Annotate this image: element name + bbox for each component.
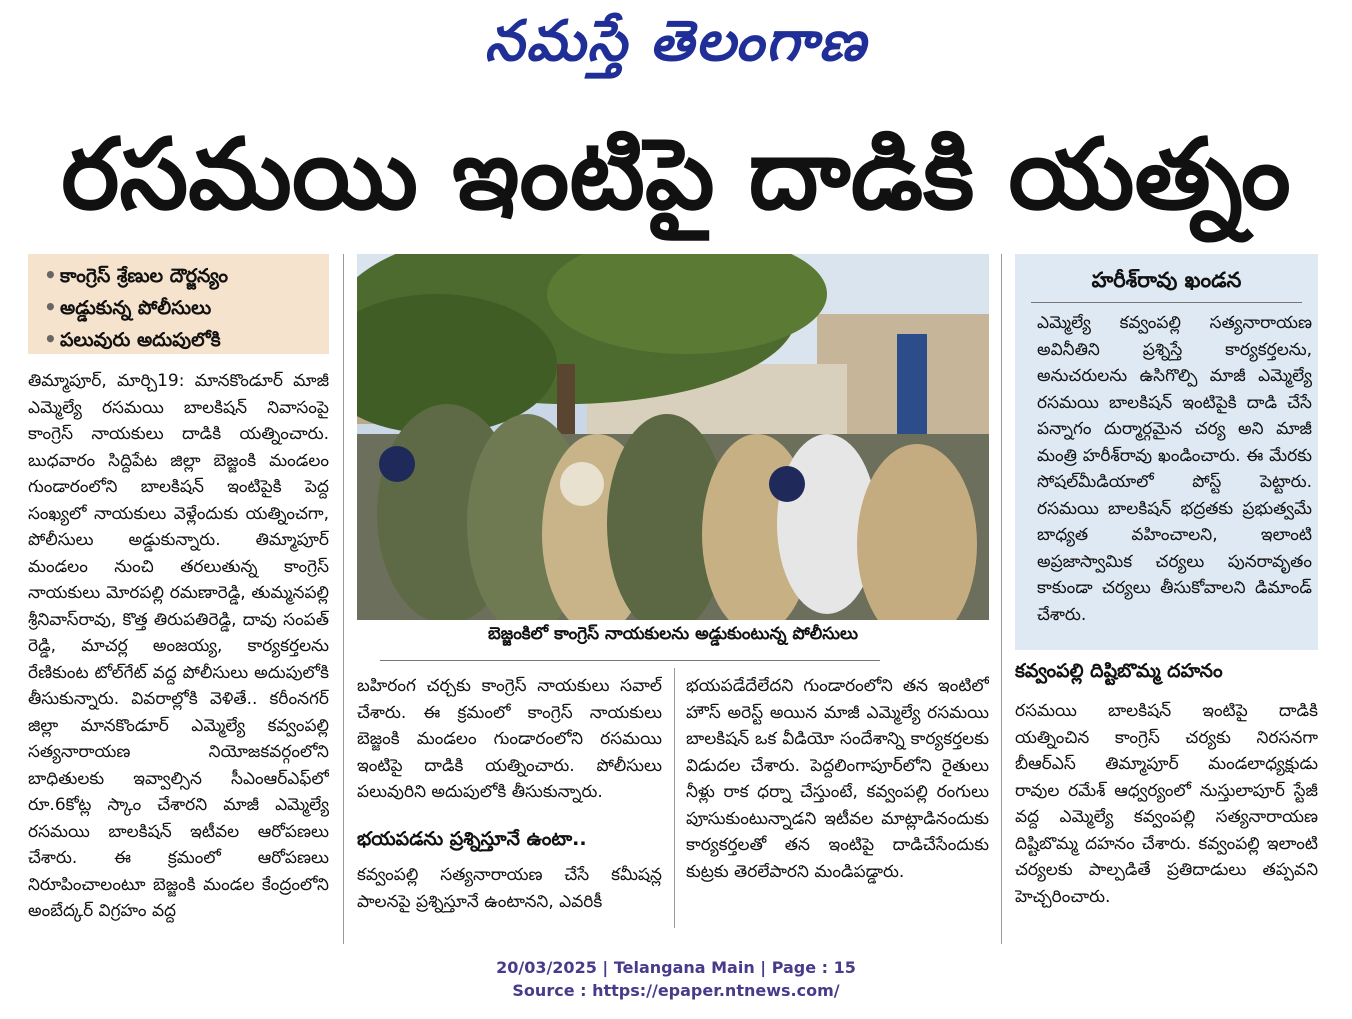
footer-source-line: Source : https://epaper.ntnews.com/ <box>512 981 840 1000</box>
masthead-logo: నమస్తే తెలంగాణ <box>484 8 868 74</box>
sidebar-box <box>1015 254 1318 650</box>
crowd-photo-illustration <box>357 254 989 620</box>
article-text: తిమ్మాపూర్, మార్చి19: మానకొండూర్ మాజీ ఎమ్మెల్యే రసమయి బాలకిషన్ నివాసంపై కాంగ్రెస్ నాయకులు దాడికి యత్నించారు. బుధవారం సిద్దిపేట జిల్లా బెజ్జంకి మండలం గుండారంలోని బాలకిషన్ ఇంటిపైకి పెద్ద సంఖ్యలో నాయకులు వెళ్లేందుకు యత్నించగా, పోలీసులు అడ్డుకున్నారు. తిమ్మాపూర్ మండలం నుంచి తరలుతున్న కాంగ్రెస్ నాయకులు మోరపల్లి రమణారెడ్డి, తుమ్మనపల్లి శ్రీనివాస్‌రావు, కొత్త తిరుపతిరెడ్డి, దావు సంపత్ రెడ్డి, మాచర్ల అంజయ్య, కార్యకర్తలను రేణికుంట టోల్‌గేట్ వద్ద పోలీసులు అదుపులోకి తీసుకున్నారు. వివరాల్లోకి వెళితే.. కరీంనగర్ జిల్లా మానకొండూర్ ఎమ్మెల్యే కవ్వంపల్లి సత్యనారాయణ నియోజకవర్గంలోని బాధితులకు ఇవ్వాల్సిన సీఎంఆర్‌ఎఫ్‌లో రూ.6కోట్ల స్కాం చేశారని మాజీ ఎమ్మెల్యే రసమయి బాలకిషన్ ఇటీవల ఆరోపణలు చేశారు. ఈ క్రమంలో ఆరోపణలు నిరూపించాలంటూ బెజ్జంకి మండల కేంద్రంలోని అంబేద్కర్ విగ్రహం వద్ద <box>28 371 329 921</box>
photo-caption: బెజ్జంకిలో కాంగ్రెస్ నాయకులను అడ్డుకుంటున్న పోలీసులు <box>488 624 858 644</box>
highlight-item: • పలువురు అదుపులోకి <box>44 324 329 356</box>
news-photo <box>357 254 989 620</box>
section-title: కవ్వంపల్లి దిష్టిబొమ్మ దహనం <box>1015 660 1223 682</box>
column-divider <box>1001 254 1002 944</box>
highlight-item: • అడ్డుకున్న పోలీసులు <box>44 292 329 324</box>
section-body <box>1015 698 1318 923</box>
article-text: బహిరంగ చర్చకు కాంగ్రెస్ నాయకులు సవాల్ చేశారు. ఈ క్రమంలో కాంగ్రెస్ నాయకులు బెజ్జంకి మండలం గుండారంలోని రసమయి ఇంటిపై దాడికి యత్నించారు. పోలీసులు పలువురిని అదుపులోకి తీసుకున్నారు. <box>357 676 662 802</box>
article-column-2-cont <box>357 862 662 922</box>
column-divider <box>343 254 344 944</box>
caption-divider <box>380 660 880 661</box>
highlights-box <box>28 254 329 354</box>
highlight-item: • కాంగ్రెస్ శ్రేణుల దౌర్జన్యం <box>44 260 329 292</box>
subheading: భయపడను ప్రశ్నిస్తూనే ఉంటా.. <box>357 828 587 850</box>
sidebar-body: ఎమ్మెల్యే కవ్వంపల్లి సత్యనారాయణ అవినీతిని ప్రశ్నిస్తే కార్యకర్తలను, అనుచరులను ఉసిగొల్పి మాజీ ఎమ్మెల్యే రసమయి బాలకిషన్ ఇంటిపైకి దాడి చేసే పన్నాగం దుర్మార్గమైన చర్య అని మాజీ మంత్రి హరీశ్‌రావు ఖండించారు. ఈ మేరకు సోషల్‌మీడియాలో పోస్ట్ పెట్టారు. రసమయి బాలకిషన్ భద్రతకు ప్రభుత్వమే బాధ్యత వహించాలని, ఇలాంటి అప్రజాస్వామిక చర్యలు పునరావృతం కాకుండా చర్యలు తీసుకోవాలని డిమాండ్ చేశారు. <box>1037 313 1312 625</box>
footer-date-line: 20/03/2025 | Telangana Main | Page : 15 <box>496 958 856 977</box>
sidebar-text <box>1037 310 1312 642</box>
sidebar-title: హరీశ్‌రావు ఖండన <box>1091 268 1242 292</box>
article-column-3 <box>686 673 989 923</box>
article-text: కవ్వంపల్లి సత్యనారాయణ చేసే కమీషన్ల పాలనపై ప్రశ్నిస్తూనే ఉంటానని, ఎవరికీ <box>357 865 662 912</box>
article-column-2 <box>357 673 662 813</box>
article-text: భయపడేదేలేదని గుండారంలోని తన ఇంటిలో హౌస్ అరెస్ట్ అయిన మాజీ ఎమ్మెల్యే రసమయి బాలకిషన్ ఒక వీడియో సందేశాన్ని కార్యకర్తలకు విడుదల చేశారు. పెద్దలింగాపూర్‌లోని రైతులు నీళ్లు రాక ధర్నా చేస్తుంటే, కవ్వంపల్లి రంగులు పూసుకుంటున్నాడని ఇటీవల మాట్లాడినందుకు కార్యకర్తలతో తన ఇంటిపై దాడిచేసేందుకు కుట్రకు తెరలేపారని మండిపడ్డారు. <box>686 676 989 882</box>
article-column-1 <box>28 368 329 950</box>
page-headline: రసమయి ఇంటిపై దాడికి యత్నం <box>61 118 1291 232</box>
section-text: రసమయి బాలకిషన్ ఇంటిపై దాడికి యత్నించిన కాంగ్రెస్ చర్యకు నిరసనగా బీఆర్‌ఎస్ తిమ్మాపూర్ మండలాధ్యక్షుడు రావుల రమేశ్ ఆధ్వర్యంలో నుస్తులాపూర్ స్టేజీ వద్ద ఎమ్మెల్యే కవ్వంపల్లి సత్యనారాయణ దిష్టిబొమ్మ దహనం చేశారు. కవ్వంపల్లి ఇలాంటి చర్యలకు పాల్పడితే ప్రతిదాడులు తప్పవని హెచ్చరించారు. <box>1015 701 1318 907</box>
column-divider <box>674 668 675 928</box>
sidebar-rule <box>1031 302 1302 303</box>
